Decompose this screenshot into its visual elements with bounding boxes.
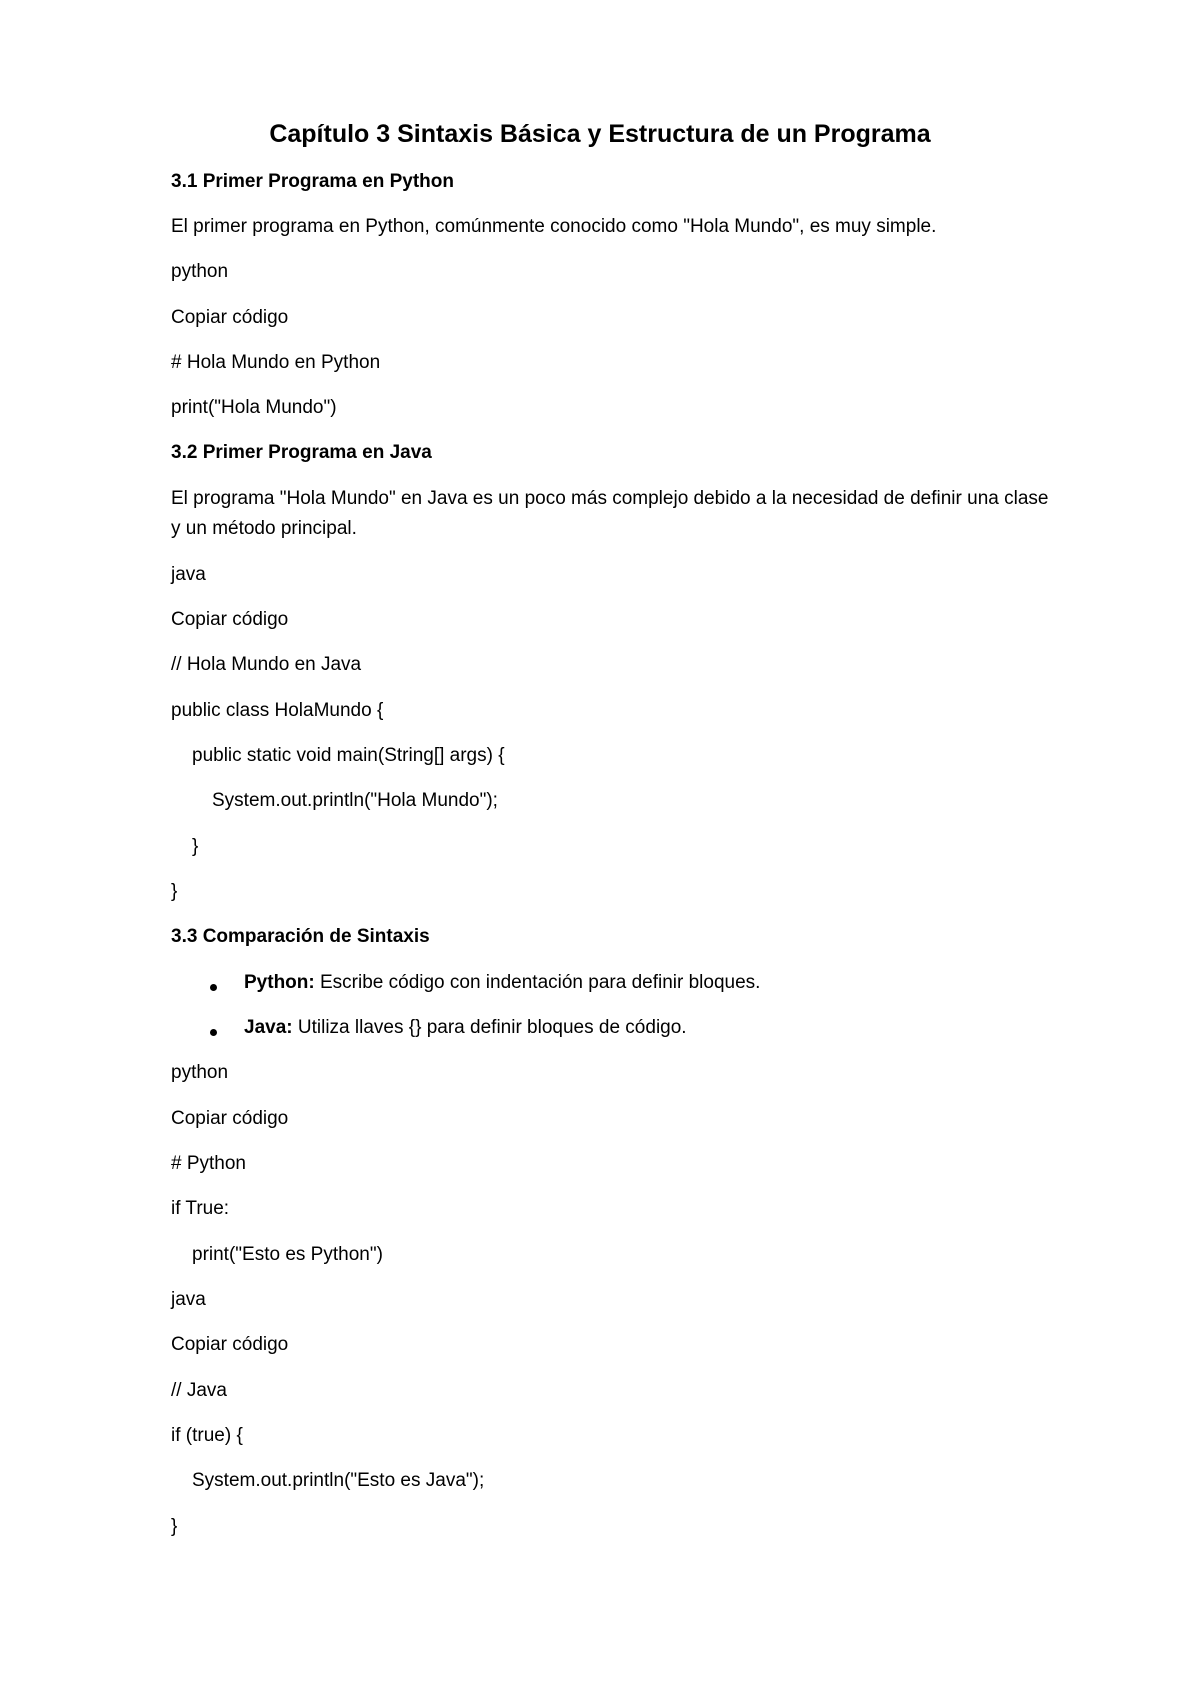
section-heading-3-3: 3.3 Comparación de Sintaxis	[171, 926, 430, 947]
list-item-term: Python:	[244, 972, 315, 993]
bullet-icon	[210, 1029, 217, 1036]
code-language-label: python	[171, 1062, 229, 1083]
code-line: if (true) {	[171, 1425, 243, 1446]
list-item	[244, 1013, 687, 1043]
code-line: System.out.println("Hola Mundo");	[212, 790, 498, 811]
code-language-label: python	[171, 261, 229, 282]
code-line: System.out.println("Esto es Java");	[192, 1470, 485, 1491]
copy-code-label: Copiar código	[171, 1108, 289, 1129]
code-line: }	[192, 836, 199, 857]
section-3-1-intro: El primer programa en Python, comúnmente conocido como "Hola Mundo", es muy simple.	[171, 216, 937, 237]
code-line: public class HolaMundo {	[171, 700, 384, 721]
code-line: }	[171, 881, 178, 902]
code-language-label: java	[171, 564, 206, 585]
code-line: # Hola Mundo en Python	[171, 352, 381, 373]
copy-code-label: Copiar código	[171, 1334, 289, 1355]
code-line: public static void main(String[] args) {	[192, 745, 505, 766]
code-line: # Python	[171, 1153, 246, 1174]
code-line: if True:	[171, 1198, 230, 1219]
list-item	[244, 968, 760, 998]
code-line: print("Hola Mundo")	[171, 397, 337, 418]
list-item-text: Escribe código con indentación para definir bloques.	[314, 972, 761, 993]
code-line: }	[171, 1516, 178, 1537]
code-line: print("Esto es Python")	[192, 1244, 383, 1265]
code-line: // Hola Mundo en Java	[171, 654, 362, 675]
section-heading-3-1: 3.1 Primer Programa en Python	[171, 171, 454, 192]
code-line: // Java	[171, 1380, 227, 1401]
code-language-label: java	[171, 1289, 206, 1310]
list-item-term: Java:	[244, 1017, 293, 1038]
section-heading-3-2: 3.2 Primer Programa en Java	[171, 442, 432, 463]
bullet-icon	[210, 984, 217, 991]
copy-code-label: Copiar código	[171, 609, 289, 630]
page-title: Capítulo 3 Sintaxis Básica y Estructura de un Programa	[269, 120, 931, 148]
list-item-text: Utiliza llaves {} para definir bloques de código.	[292, 1017, 687, 1038]
section-3-2-intro: El programa "Hola Mundo" en Java es un poco más complejo debido a la necesidad de definir una clase y un método principal.	[171, 488, 1049, 539]
copy-code-label: Copiar código	[171, 307, 289, 328]
